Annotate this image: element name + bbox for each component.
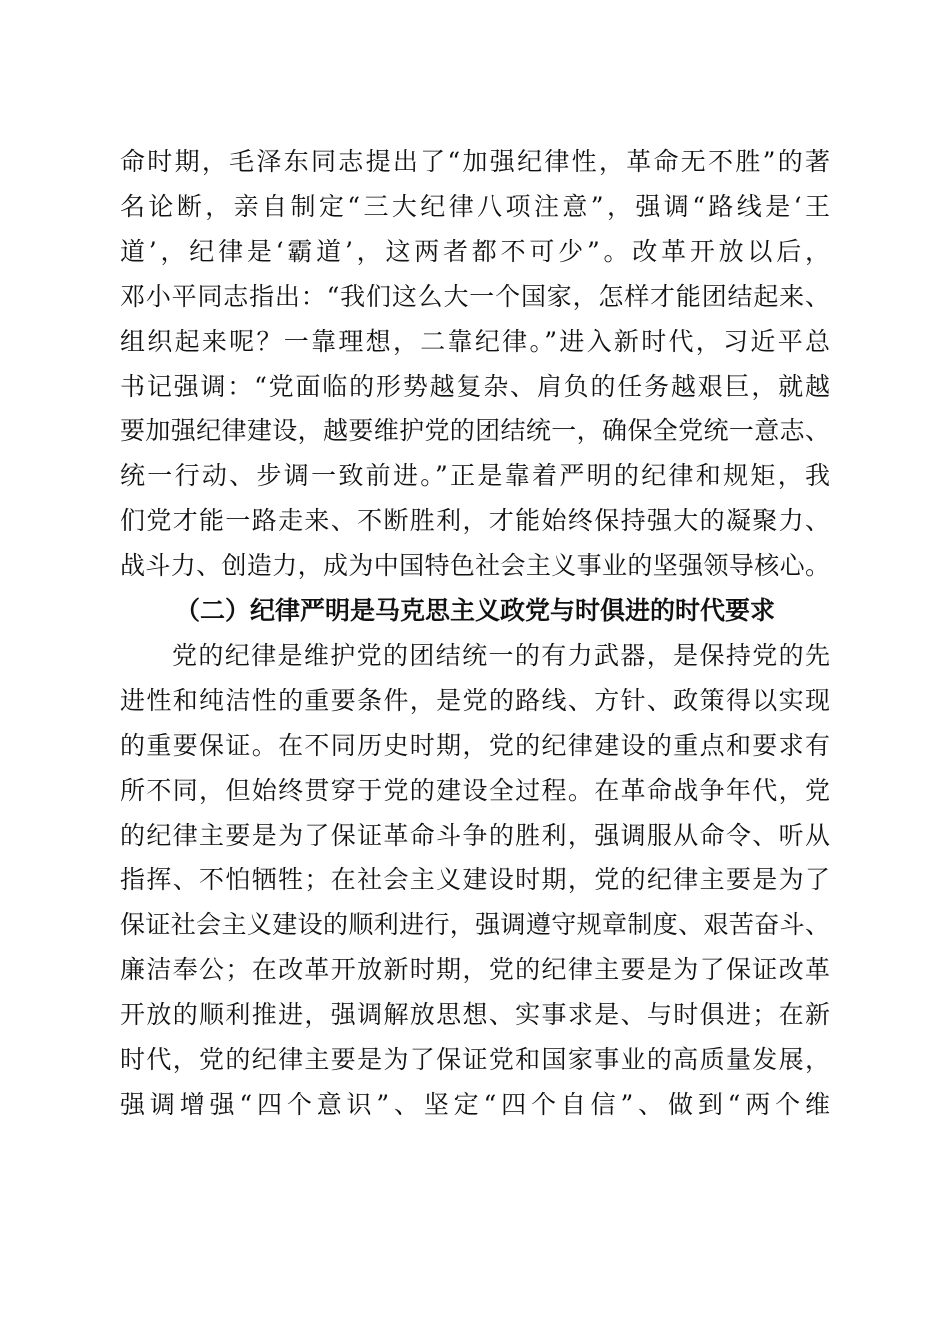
text-line: 组织起来呢？一靠理想，二靠纪律。”进入新时代，习近平总 xyxy=(120,326,830,356)
section-heading: （二）纪律严明是马克思主义政党与时俱进的时代要求 xyxy=(175,596,776,625)
text-line: 强调增强“四个意识”、坚定“四个自信”、做到“两个维 xyxy=(120,1089,830,1119)
text-line: 战斗力、创造力，成为中国特色社会主义事业的坚强领导核心。 xyxy=(120,551,830,581)
text-line: 邓小平同志指出：“我们这么大一个国家，怎样才能团结起来、 xyxy=(120,281,830,311)
text-line: 党的纪律是维护党的团结统一的有力武器，是保持党的先 xyxy=(172,640,830,670)
text-line: 统一行动、步调一致前进。”正是靠着严明的纪律和规矩，我 xyxy=(120,461,830,491)
text-line: 书记强调：“党面临的形势越复杂、肩负的任务越艰巨，就越 xyxy=(120,371,830,401)
text-line: 要加强纪律建设，越要维护党的团结统一，确保全党统一意志、 xyxy=(120,416,830,446)
text-line: 们党才能一路走来、不断胜利，才能始终保持强大的凝聚力、 xyxy=(120,506,830,536)
text-line: 指挥、不怕牺牲；在社会主义建设时期，党的纪律主要是为了 xyxy=(120,865,830,895)
text-line: 进性和纯洁性的重要条件，是党的路线、方针、政策得以实现 xyxy=(120,685,830,715)
text-line: 时代，党的纪律主要是为了保证党和国家事业的高质量发展， xyxy=(120,1045,830,1074)
text-line: 的重要保证。在不同历史时期，党的纪律建设的重点和要求有 xyxy=(120,730,830,760)
text-line: 开放的顺利推进，强调解放思想、实事求是、与时俱进；在新 xyxy=(120,1000,830,1030)
text-line: 道’，纪律是‘霸道’，这两者都不可少”。改革开放以后， xyxy=(120,236,830,266)
text-line: 保证社会主义建设的顺利进行，强调遵守规章制度、艰苦奋斗、 xyxy=(120,910,830,940)
text-line: 命时期，毛泽东同志提出了“加强纪律性，革命无不胜”的著 xyxy=(120,147,830,176)
text-line: 廉洁奉公；在改革开放新时期，党的纪律主要是为了保证改革 xyxy=(120,955,830,985)
text-line: 名论断，亲自制定“三大纪律八项注意”，强调“路线是‘王 xyxy=(120,191,830,221)
text-line: 所不同，但始终贯穿于党的建设全过程。在革命战争年代，党 xyxy=(120,775,830,805)
text-line: 的纪律主要是为了保证革命斗争的胜利，强调服从命令、听从 xyxy=(120,820,830,850)
